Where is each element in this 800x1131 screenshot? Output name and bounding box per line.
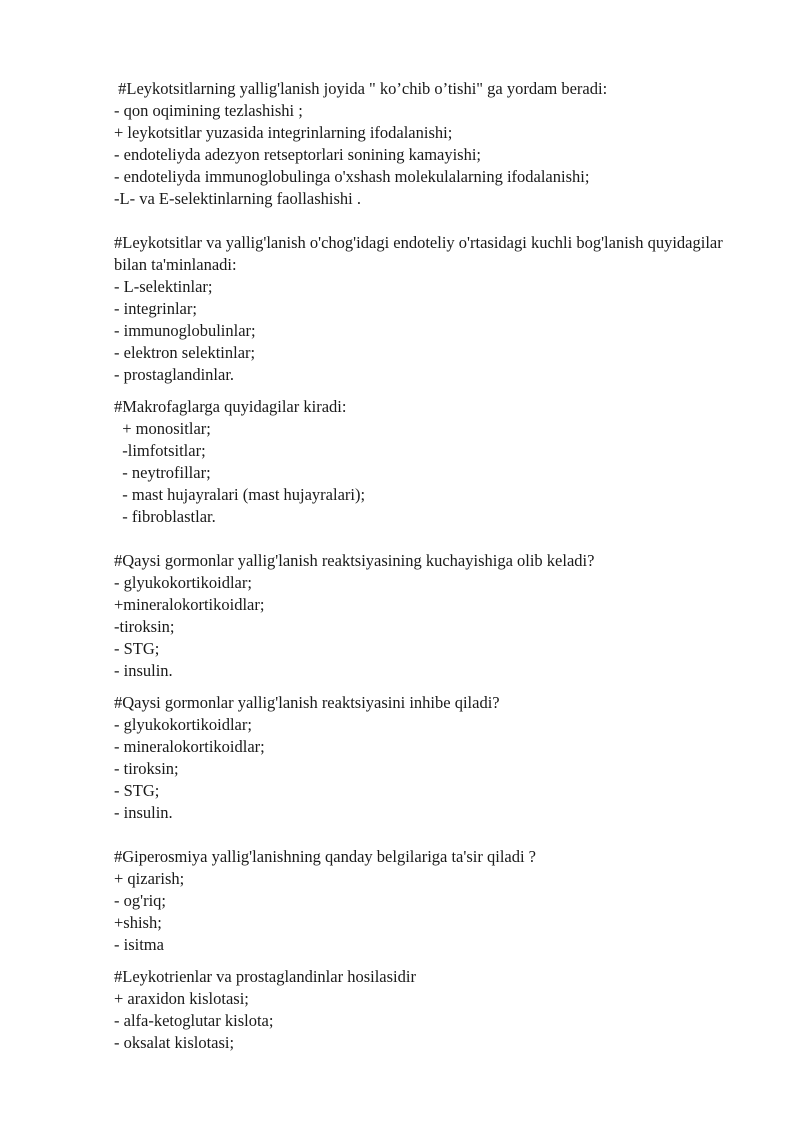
spacer <box>114 528 754 550</box>
answer-option: - STG; <box>114 639 160 658</box>
answer-option: +mineralokortikoidlar; <box>114 595 265 614</box>
question-title: #Makrofaglarga quyidagilar kiradi: <box>114 397 347 416</box>
answer-option: -limfotsitlar; <box>114 441 206 460</box>
answer-option: - L-selektinlar; <box>114 277 213 296</box>
answer-option: - neytrofillar; <box>114 463 211 482</box>
answer-option: - immunoglobulinlar; <box>114 321 256 340</box>
answer-option: - endoteliyda immunoglobulinga o'xshash molekulalarning ifodalanishi; <box>114 167 590 186</box>
question-title: #Leykotsitlarning yallig'lanish joyida " ko’chib o’tishi" ga yordam beradi: <box>114 79 608 98</box>
answer-option: - og'riq; <box>114 891 167 910</box>
spacer <box>114 386 754 396</box>
spacer <box>114 682 754 692</box>
answer-option: - qon oqimining tezlashishi ; <box>114 101 303 120</box>
answer-option: - prostaglandinlar. <box>114 365 235 384</box>
answer-option: + leykotsitlar yuzasida integrinlarning ifodalanishi; <box>114 123 453 142</box>
answer-option: - STG; <box>114 781 160 800</box>
spacer <box>114 210 754 232</box>
answer-option: -L- va E-selektinlarning faollashishi . <box>114 189 361 208</box>
question-title: #Leykotsitlar va yallig'lanish o'chog'idagi endoteliy o'rtasidagi kuchli bog'lanish quyidagilar bilan ta'minlanadi: <box>114 233 723 274</box>
answer-option: - insulin. <box>114 661 173 680</box>
answer-option: + monositlar; <box>114 419 211 438</box>
answer-option: - tiroksin; <box>114 759 179 778</box>
answer-option: +shish; <box>114 913 162 932</box>
question-block <box>114 550 754 682</box>
question-title: #Qaysi gormonlar yallig'lanish reaktsiyasini inhibe qiladi? <box>114 693 500 712</box>
answer-option: - endoteliyda adezyon retseptorlari sonining kamayishi; <box>114 145 482 164</box>
question-title: #Qaysi gormonlar yallig'lanish reaktsiyasining kuchayishiga olib keladi? <box>114 551 595 570</box>
answer-option: + araxidon kislotasi; <box>114 989 249 1008</box>
question-title: #Giperosmiya yallig'lanishning qanday belgilariga ta'sir qiladi ? <box>114 847 537 866</box>
answer-option: - alfa-ketoglutar kislota; <box>114 1011 274 1030</box>
answer-option: - insulin. <box>114 803 173 822</box>
answer-option: + qizarish; <box>114 869 185 888</box>
answer-option: - mast hujayralari (mast hujayralari); <box>114 485 366 504</box>
answer-option: - glyukokortikoidlar; <box>114 573 252 592</box>
answer-option: - elektron selektinlar; <box>114 343 256 362</box>
answer-option: - mineralokortikoidlar; <box>114 737 265 756</box>
spacer <box>114 956 754 966</box>
question-block <box>114 846 754 956</box>
question-title: #Leykotrienlar va prostaglandinlar hosilasidir <box>114 967 416 986</box>
question-block <box>114 78 754 210</box>
spacer <box>114 824 754 846</box>
answer-option: - integrinlar; <box>114 299 197 318</box>
question-block <box>114 692 754 824</box>
question-block <box>114 232 754 386</box>
answer-option: - fibroblastlar. <box>114 507 216 526</box>
answer-option: - oksalat kislotasi; <box>114 1033 235 1052</box>
answer-option: - glyukokortikoidlar; <box>114 715 252 734</box>
question-block <box>114 396 754 528</box>
answer-option: - isitma <box>114 935 164 954</box>
answer-option: -tiroksin; <box>114 617 175 636</box>
question-block <box>114 966 754 1054</box>
document-page <box>114 78 754 1054</box>
